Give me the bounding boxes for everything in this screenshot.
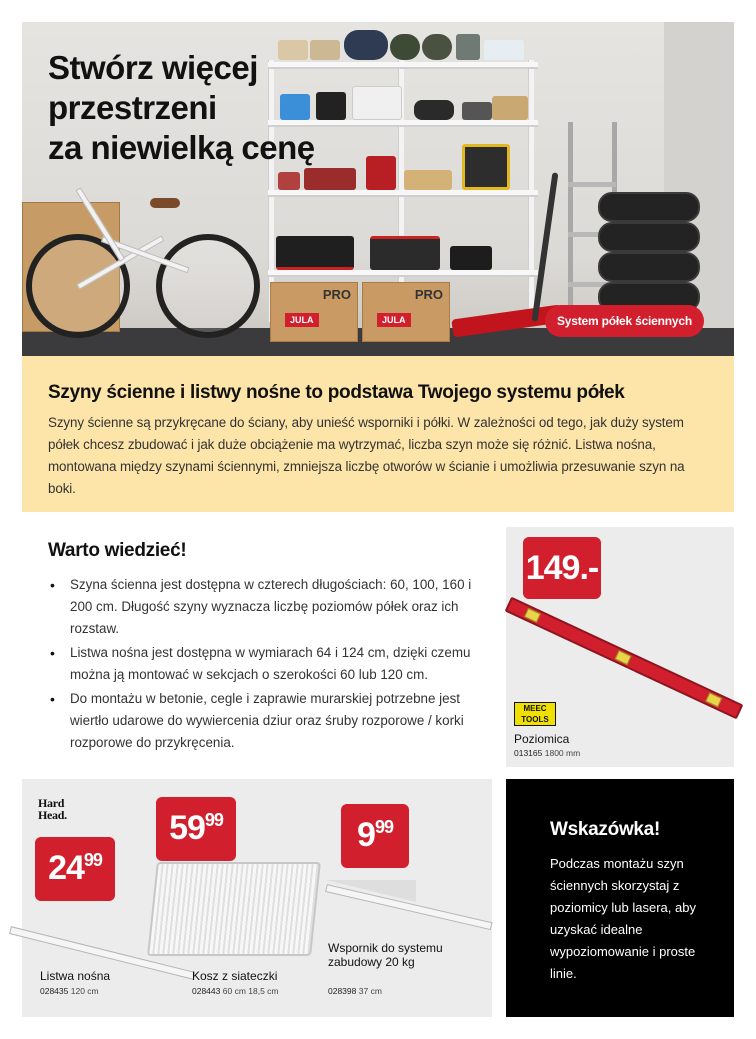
- hero-image: [22, 22, 734, 356]
- rail-price-tag: [35, 837, 115, 901]
- ladder-rail: [568, 122, 573, 332]
- tool-basket: [352, 86, 402, 120]
- price-suffix: .-: [579, 549, 599, 587]
- product-size: 60 cm 18,5 cm: [222, 986, 279, 996]
- bike-saddle: [150, 198, 180, 208]
- info-heading: Szyny ścienne i listwy nośne to podstawa Twojego systemu półek: [48, 382, 625, 403]
- product-code: 028398: [328, 986, 357, 996]
- tire: [598, 192, 700, 222]
- basket-image: [147, 862, 321, 956]
- info-body: Szyny ścienne są przykręcane do ściany, aby unieść wsporniki i półki. W zależności od tego, jak duży system półek chcesz zbudować i jak duże obciążenie ma wytrzymać, liczba szyn może się różnić. Listwa nośna, montowana między szynami ściennymi, zmniejsza liczbę otworów w ścianie i umożliwia przesuwanie szyn na boki.: [48, 415, 685, 496]
- price-main: 59: [169, 809, 205, 847]
- price-main: 149: [525, 549, 580, 587]
- plastic-box: [484, 40, 524, 60]
- headline-line: Stwórz więcej: [48, 49, 258, 86]
- product-code: 028435: [40, 986, 69, 996]
- basket-price-tag: [156, 797, 236, 861]
- brand-line: Hard: [38, 796, 65, 810]
- level-vial: [524, 608, 541, 623]
- price-main: 9: [357, 816, 375, 854]
- good-to-know-heading: Warto wiedzieć!: [48, 540, 187, 561]
- sleeping-bag: [344, 30, 388, 60]
- wooden-crate: [404, 170, 452, 190]
- spray-bottles: [316, 92, 346, 120]
- brand-line: MEEC: [523, 704, 547, 713]
- box-pro-label: PRO: [414, 287, 443, 302]
- work-light: [462, 144, 510, 190]
- good-to-know-section: [48, 540, 478, 756]
- cardboard-box-pro: [270, 282, 358, 342]
- level-name: Poziomica: [514, 732, 570, 746]
- bracket-price-tag: [341, 804, 409, 868]
- price-main: 24: [48, 849, 84, 887]
- rail-code: [40, 986, 99, 996]
- level-vial: [705, 692, 722, 707]
- power-drill: [366, 156, 396, 190]
- price-cents: 99: [374, 817, 393, 837]
- list-item: • Do montażu w betonie, cegle i zaprawie murarskiej potrzebne jest wiertło udarowe do wywiercenia dziur oraz śruby rozporowe / korki rozporowe do przykręcenia.: [48, 688, 478, 754]
- shelf-board: [268, 190, 538, 197]
- product-code: 028443: [192, 986, 221, 996]
- tire: [598, 252, 700, 282]
- good-to-know-list: [48, 574, 478, 754]
- charger: [450, 246, 492, 270]
- sleeping-bag: [422, 34, 452, 60]
- tire: [598, 222, 700, 252]
- level-price-tag: [523, 537, 601, 599]
- helmet: [414, 100, 454, 120]
- toolbox: [276, 236, 354, 270]
- headline-line: za niewielką cenę: [48, 129, 315, 166]
- info-section: [22, 356, 734, 512]
- price-cents: 99: [204, 810, 223, 830]
- level-code: [514, 748, 580, 758]
- box-brand-label: JULA: [285, 313, 319, 327]
- ladder-step: [568, 182, 616, 187]
- list-item: • Listwa nośna jest dostępna w wymiarach 64 i 124 cm, dzięki czemu można ją montować w sekcjach o szerokości 60 lub 120 cm.: [48, 642, 478, 686]
- toolbox: [370, 236, 440, 270]
- system-badge[interactable]: System półek ściennych: [545, 305, 704, 337]
- headline-line: przestrzeni: [48, 89, 217, 126]
- list-item: • Szyna ścienna jest dostępna w czterech długościach: 60, 100, 160 i 200 cm. Długość szyny wyznacza liczbę poziomów półek oraz ich rozstaw.: [48, 574, 478, 640]
- bracket-name: Wspornik do systemu zabudowy 20 kg: [328, 941, 443, 969]
- box-pro-label: PRO: [322, 287, 351, 302]
- rail-name: Listwa nośna: [40, 969, 111, 983]
- wooden-box: [492, 96, 528, 120]
- price-cents: 99: [83, 850, 102, 870]
- basket-name: Kosz z siateczki: [192, 969, 278, 983]
- hero-headline: [48, 48, 318, 168]
- brand-line: TOOLS: [521, 715, 549, 724]
- cardboard-box-pro: [362, 282, 450, 342]
- product-size: 37 cm: [358, 986, 382, 996]
- shelf-board: [268, 270, 538, 277]
- hard-head-logo: [38, 797, 67, 821]
- meec-tools-logo: [514, 702, 556, 726]
- sleeping-bag: [390, 34, 420, 60]
- brand-line: Head.: [38, 808, 67, 822]
- box: [278, 172, 300, 190]
- toolcase: [304, 168, 356, 190]
- level-vial: [615, 650, 632, 665]
- tip-box: [506, 779, 734, 1017]
- bucket: [456, 34, 480, 60]
- product-size: 120 cm: [70, 986, 99, 996]
- basket-code: [192, 986, 279, 996]
- bracket-code: [328, 986, 382, 996]
- box-brand-label: JULA: [377, 313, 411, 327]
- tip-heading: Wskazówka!: [550, 819, 660, 840]
- product-size: 1800 mm: [544, 748, 581, 758]
- tip-body: Podczas montażu szyn ściennych skorzystaj z poziomicy lub lasera, aby uzyskać idealne wypoziomowanie i proste linie.: [550, 856, 696, 981]
- product-code: 013165: [514, 748, 543, 758]
- bike-wheel: [156, 234, 260, 338]
- box: [462, 102, 492, 120]
